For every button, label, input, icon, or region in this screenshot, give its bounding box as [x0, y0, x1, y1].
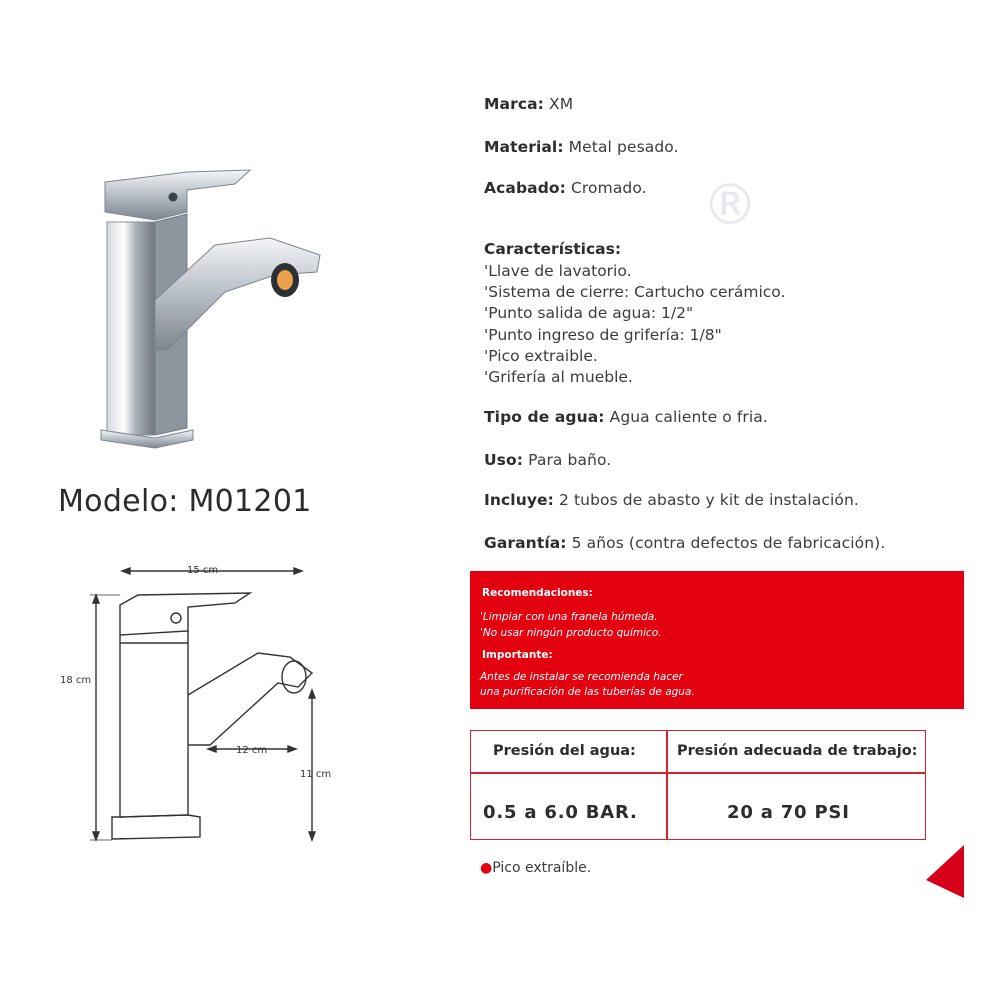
- spec-warranty-value: 5 años (contra defectos de fabricación).: [571, 534, 886, 552]
- important-line: Antes de instalar se recomienda hacer: [480, 671, 683, 683]
- spec-includes: [484, 491, 859, 509]
- pressure-header-water: Presión del agua:: [493, 743, 636, 759]
- spec-finish-label: Acabado:: [484, 179, 566, 197]
- spec-finish-value: Cromado.: [570, 179, 647, 197]
- feature-item: 'Grifería al mueble.: [484, 368, 633, 387]
- technical-drawing: [60, 555, 360, 855]
- bullet-icon: ●: [480, 860, 493, 876]
- faucet-photo: [95, 150, 335, 450]
- spec-brand: [484, 95, 573, 113]
- spec-use-label: Uso:: [484, 451, 524, 469]
- dim-width: 15 cm: [187, 565, 219, 576]
- feature-item: 'Punto ingreso de grifería: 1/8": [484, 325, 722, 344]
- spec-water-type-label: Tipo de agua:: [484, 408, 605, 426]
- recommendation-item: 'No usar ningún producto químico.: [480, 627, 662, 639]
- important-title: Importante:: [482, 649, 553, 661]
- spec-finish: [484, 179, 647, 197]
- footnote: [480, 860, 591, 876]
- corner-triangle: [926, 845, 966, 900]
- registered-mark: ®: [702, 173, 758, 238]
- features-list: [484, 261, 785, 388]
- spec-brand-label: Marca:: [484, 95, 544, 113]
- pressure-header-working: Presión adecuada de trabajo:: [677, 743, 918, 759]
- spec-warranty-label: Garantía:: [484, 534, 567, 552]
- dim-spout: 12 cm: [236, 745, 268, 756]
- dim-height: 18 cm: [60, 675, 92, 686]
- spec-includes-label: Incluye:: [484, 491, 554, 509]
- feature-item: 'Llave de lavatorio.: [484, 262, 632, 280]
- spec-use-value: Para baño.: [528, 451, 612, 469]
- table-divider: [471, 772, 925, 774]
- dim-body: 11 cm: [300, 769, 332, 780]
- spec-water-type: [484, 408, 768, 426]
- pressure-value-bar: 0.5 a 6.0 BAR.: [483, 802, 638, 823]
- spec-material-label: Material:: [484, 138, 564, 156]
- spec-includes-value: 2 tubos de abasto y kit de instalación.: [558, 491, 859, 509]
- spec-material-value: Metal pesado.: [568, 138, 679, 156]
- recommendations-box: [470, 571, 964, 709]
- footnote-text: Pico extraíble.: [492, 860, 592, 876]
- spec-material: [484, 138, 679, 156]
- spec-brand-value: XM: [549, 95, 574, 113]
- table-divider: [666, 731, 668, 839]
- pressure-table: [470, 730, 926, 840]
- spec-use: [484, 451, 611, 469]
- recommendations-title: Recomendaciones:: [482, 587, 593, 599]
- pressure-value-psi: 20 a 70 PSI: [727, 802, 850, 823]
- spec-warranty: [484, 534, 885, 552]
- feature-item: 'Pico extraible.: [484, 346, 598, 365]
- model-title: Modelo: M01201: [58, 484, 312, 519]
- feature-item: 'Sistema de cierre: Cartucho cerámico.: [484, 283, 786, 302]
- feature-item: 'Punto salida de agua: 1/2": [484, 304, 694, 323]
- features-title: Características:: [484, 240, 622, 258]
- important-line: una purificación de las tuberías de agua.: [480, 686, 695, 698]
- recommendation-item: 'Limpiar con una franela húmeda.: [480, 611, 658, 623]
- spec-water-type-value: Agua caliente o fria.: [609, 408, 768, 426]
